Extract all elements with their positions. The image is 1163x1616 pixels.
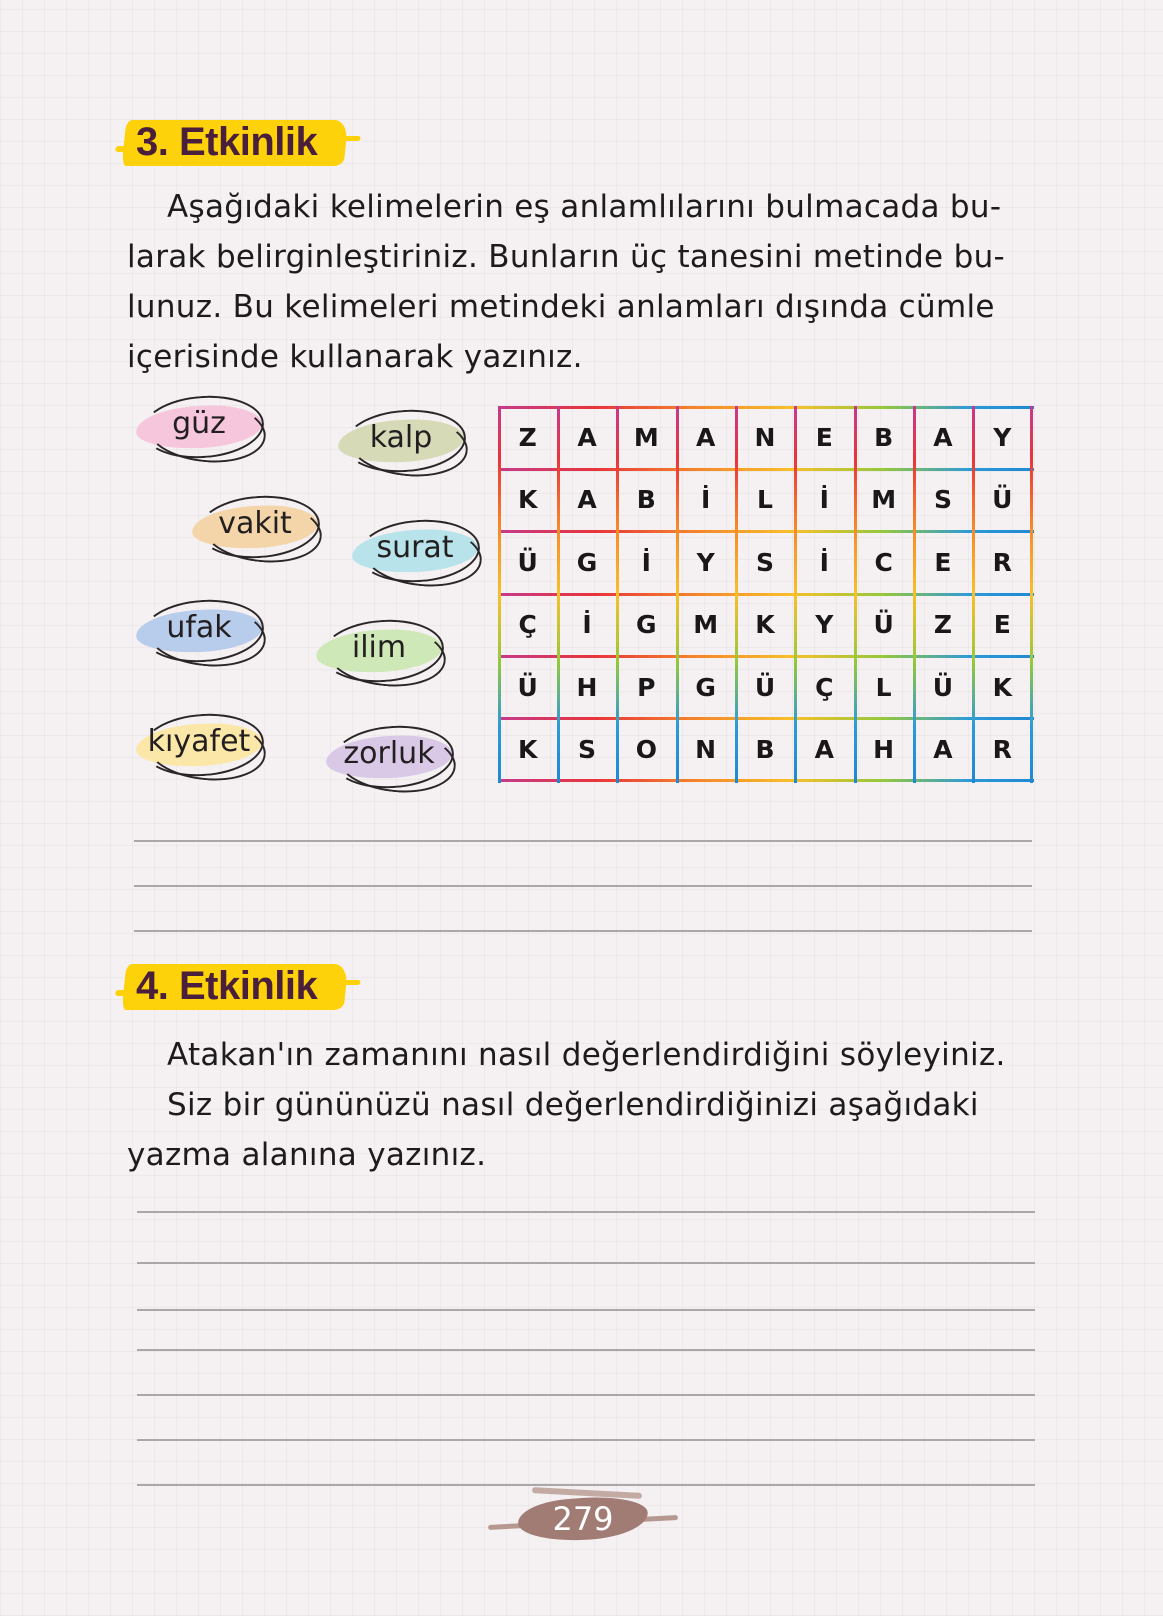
puzzle-cell[interactable]: L [757, 485, 773, 515]
puzzle-cell[interactable]: L [875, 672, 892, 702]
puzzle-cell[interactable]: A [695, 422, 716, 452]
word-label: vakit [218, 506, 292, 541]
puzzle-cell[interactable]: A [933, 735, 953, 765]
writing-line[interactable] [134, 885, 1032, 887]
word-badge-guz [134, 394, 264, 456]
puzzle-cell[interactable]: Ü [932, 672, 954, 702]
puzzle-cell[interactable]: Ü [873, 610, 894, 640]
instruction-line: yazma alanına yazınız. [127, 1137, 487, 1173]
word-label: surat [376, 530, 454, 565]
puzzle-cell[interactable]: E [934, 547, 952, 577]
puzzle-cell[interactable]: G [695, 672, 716, 702]
word-label: ilim [351, 630, 407, 665]
puzzle-cell[interactable]: A [577, 485, 597, 515]
page-number-badge [488, 1486, 678, 1556]
puzzle-cell[interactable]: Ü [992, 485, 1013, 515]
puzzle-cell[interactable]: İ [700, 485, 711, 515]
word-search-puzzle [498, 406, 1032, 781]
word-badge-zorluk [324, 724, 454, 786]
puzzle-cell[interactable]: R [992, 735, 1012, 765]
puzzle-cell[interactable]: K [517, 485, 538, 515]
puzzle-cell[interactable]: Ü [517, 672, 538, 702]
puzzle-cell[interactable]: Y [993, 422, 1012, 452]
writing-line[interactable] [137, 1309, 1035, 1311]
puzzle-cell[interactable]: A [933, 422, 953, 452]
puzzle-cell[interactable]: K [992, 672, 1012, 702]
puzzle-row [498, 719, 1032, 782]
instruction-line: Siz bir gününüzü nasıl değerlendirdiğinizi aşağıdaki [167, 1087, 979, 1123]
activity-4-title: 4. Etkinlik [136, 964, 318, 1008]
puzzle-cell[interactable]: Ç [815, 672, 834, 702]
writing-line[interactable] [137, 1211, 1035, 1213]
writing-line[interactable] [137, 1394, 1035, 1396]
word-badge-vakit [190, 494, 320, 556]
puzzle-row [498, 531, 1032, 594]
puzzle-cell[interactable]: S [755, 547, 774, 577]
activity-4-instructions [127, 1030, 1032, 1180]
instruction-line: lunuz. Bu kelimeleri metindeki anlamları dışında cümle [127, 289, 995, 325]
puzzle-row [498, 406, 1032, 469]
puzzle-cell[interactable]: İ [819, 547, 829, 577]
puzzle-cell[interactable]: Ü [754, 672, 776, 702]
puzzle-cell[interactable]: İ [582, 610, 592, 640]
puzzle-row [498, 469, 1032, 532]
word-label: ufak [166, 610, 232, 645]
puzzle-cell[interactable]: H [576, 672, 598, 702]
word-label: kıyafet [147, 724, 251, 759]
puzzle-cell[interactable]: E [815, 422, 833, 452]
instruction-line: Aşağıdaki kelimelerin eş anlamlılarını bulmacada bu- [167, 189, 1002, 225]
puzzle-cell[interactable]: İ [819, 485, 829, 515]
activity-3-instructions [127, 182, 1032, 382]
puzzle-cell[interactable]: K [755, 610, 775, 640]
puzzle-row [498, 594, 1032, 657]
instruction-line: larak belirginleştiriniz. Bunların üç tanesini metinde bu- [127, 239, 1005, 275]
puzzle-cell[interactable]: P [637, 672, 656, 702]
puzzle-cell[interactable]: K [517, 735, 538, 765]
puzzle-cell[interactable]: Z [518, 422, 537, 452]
puzzle-cell[interactable]: Y [696, 547, 715, 577]
puzzle-cell[interactable]: H [873, 735, 895, 765]
puzzle-cell[interactable]: İ [641, 547, 651, 577]
puzzle-cell[interactable]: C [874, 547, 893, 577]
word-badge-ilim [314, 618, 444, 680]
puzzle-cell[interactable]: B [636, 485, 656, 515]
puzzle-cell[interactable]: N [754, 422, 776, 452]
puzzle-table [498, 406, 1032, 781]
puzzle-cell[interactable]: Ü [517, 547, 538, 577]
instruction-line: içerisinde kullanarak yazınız. [127, 339, 583, 375]
puzzle-cell[interactable]: M [633, 422, 659, 452]
writing-line[interactable] [134, 930, 1032, 932]
page-number: 279 [552, 1500, 614, 1538]
puzzle-cell[interactable]: S [577, 735, 596, 765]
puzzle-cell[interactable]: G [636, 610, 657, 640]
word-label: zorluk [343, 736, 435, 771]
puzzle-cell[interactable]: M [693, 610, 719, 640]
writing-line[interactable] [137, 1262, 1035, 1264]
puzzle-cell[interactable]: A [577, 422, 597, 452]
puzzle-cell[interactable]: B [874, 422, 894, 452]
activity-3-title: 3. Etkinlik [136, 120, 318, 164]
puzzle-cell[interactable]: R [992, 547, 1012, 577]
word-badge-surat [350, 518, 480, 580]
puzzle-cell[interactable]: G [576, 547, 598, 577]
puzzle-cell[interactable]: A [814, 735, 834, 765]
puzzle-cell[interactable]: S [933, 485, 952, 515]
writing-line[interactable] [134, 840, 1032, 842]
word-label: güz [172, 406, 226, 441]
word-badge-kalp [336, 408, 466, 470]
puzzle-cell[interactable]: N [695, 735, 717, 765]
word-label: kalp [369, 420, 433, 455]
puzzle-cell[interactable]: Ç [518, 610, 537, 640]
puzzle-cell[interactable]: B [755, 735, 775, 765]
instruction-line: Atakan'ın zamanını nasıl değerlendirdiğini söyleyiniz. [167, 1037, 1006, 1073]
puzzle-cell[interactable]: O [635, 735, 657, 765]
writing-line[interactable] [137, 1349, 1035, 1351]
word-badge-kiyafet [134, 712, 264, 774]
puzzle-cell[interactable]: E [993, 610, 1011, 640]
activity-4-heading [124, 958, 354, 1014]
activity-3-heading [124, 114, 354, 170]
puzzle-row [498, 656, 1032, 719]
puzzle-cell[interactable]: Z [933, 610, 953, 640]
writing-line[interactable] [137, 1439, 1035, 1441]
puzzle-cell[interactable]: Y [815, 610, 834, 640]
word-badge-ufak [134, 598, 264, 660]
puzzle-cell[interactable]: M [871, 485, 897, 515]
